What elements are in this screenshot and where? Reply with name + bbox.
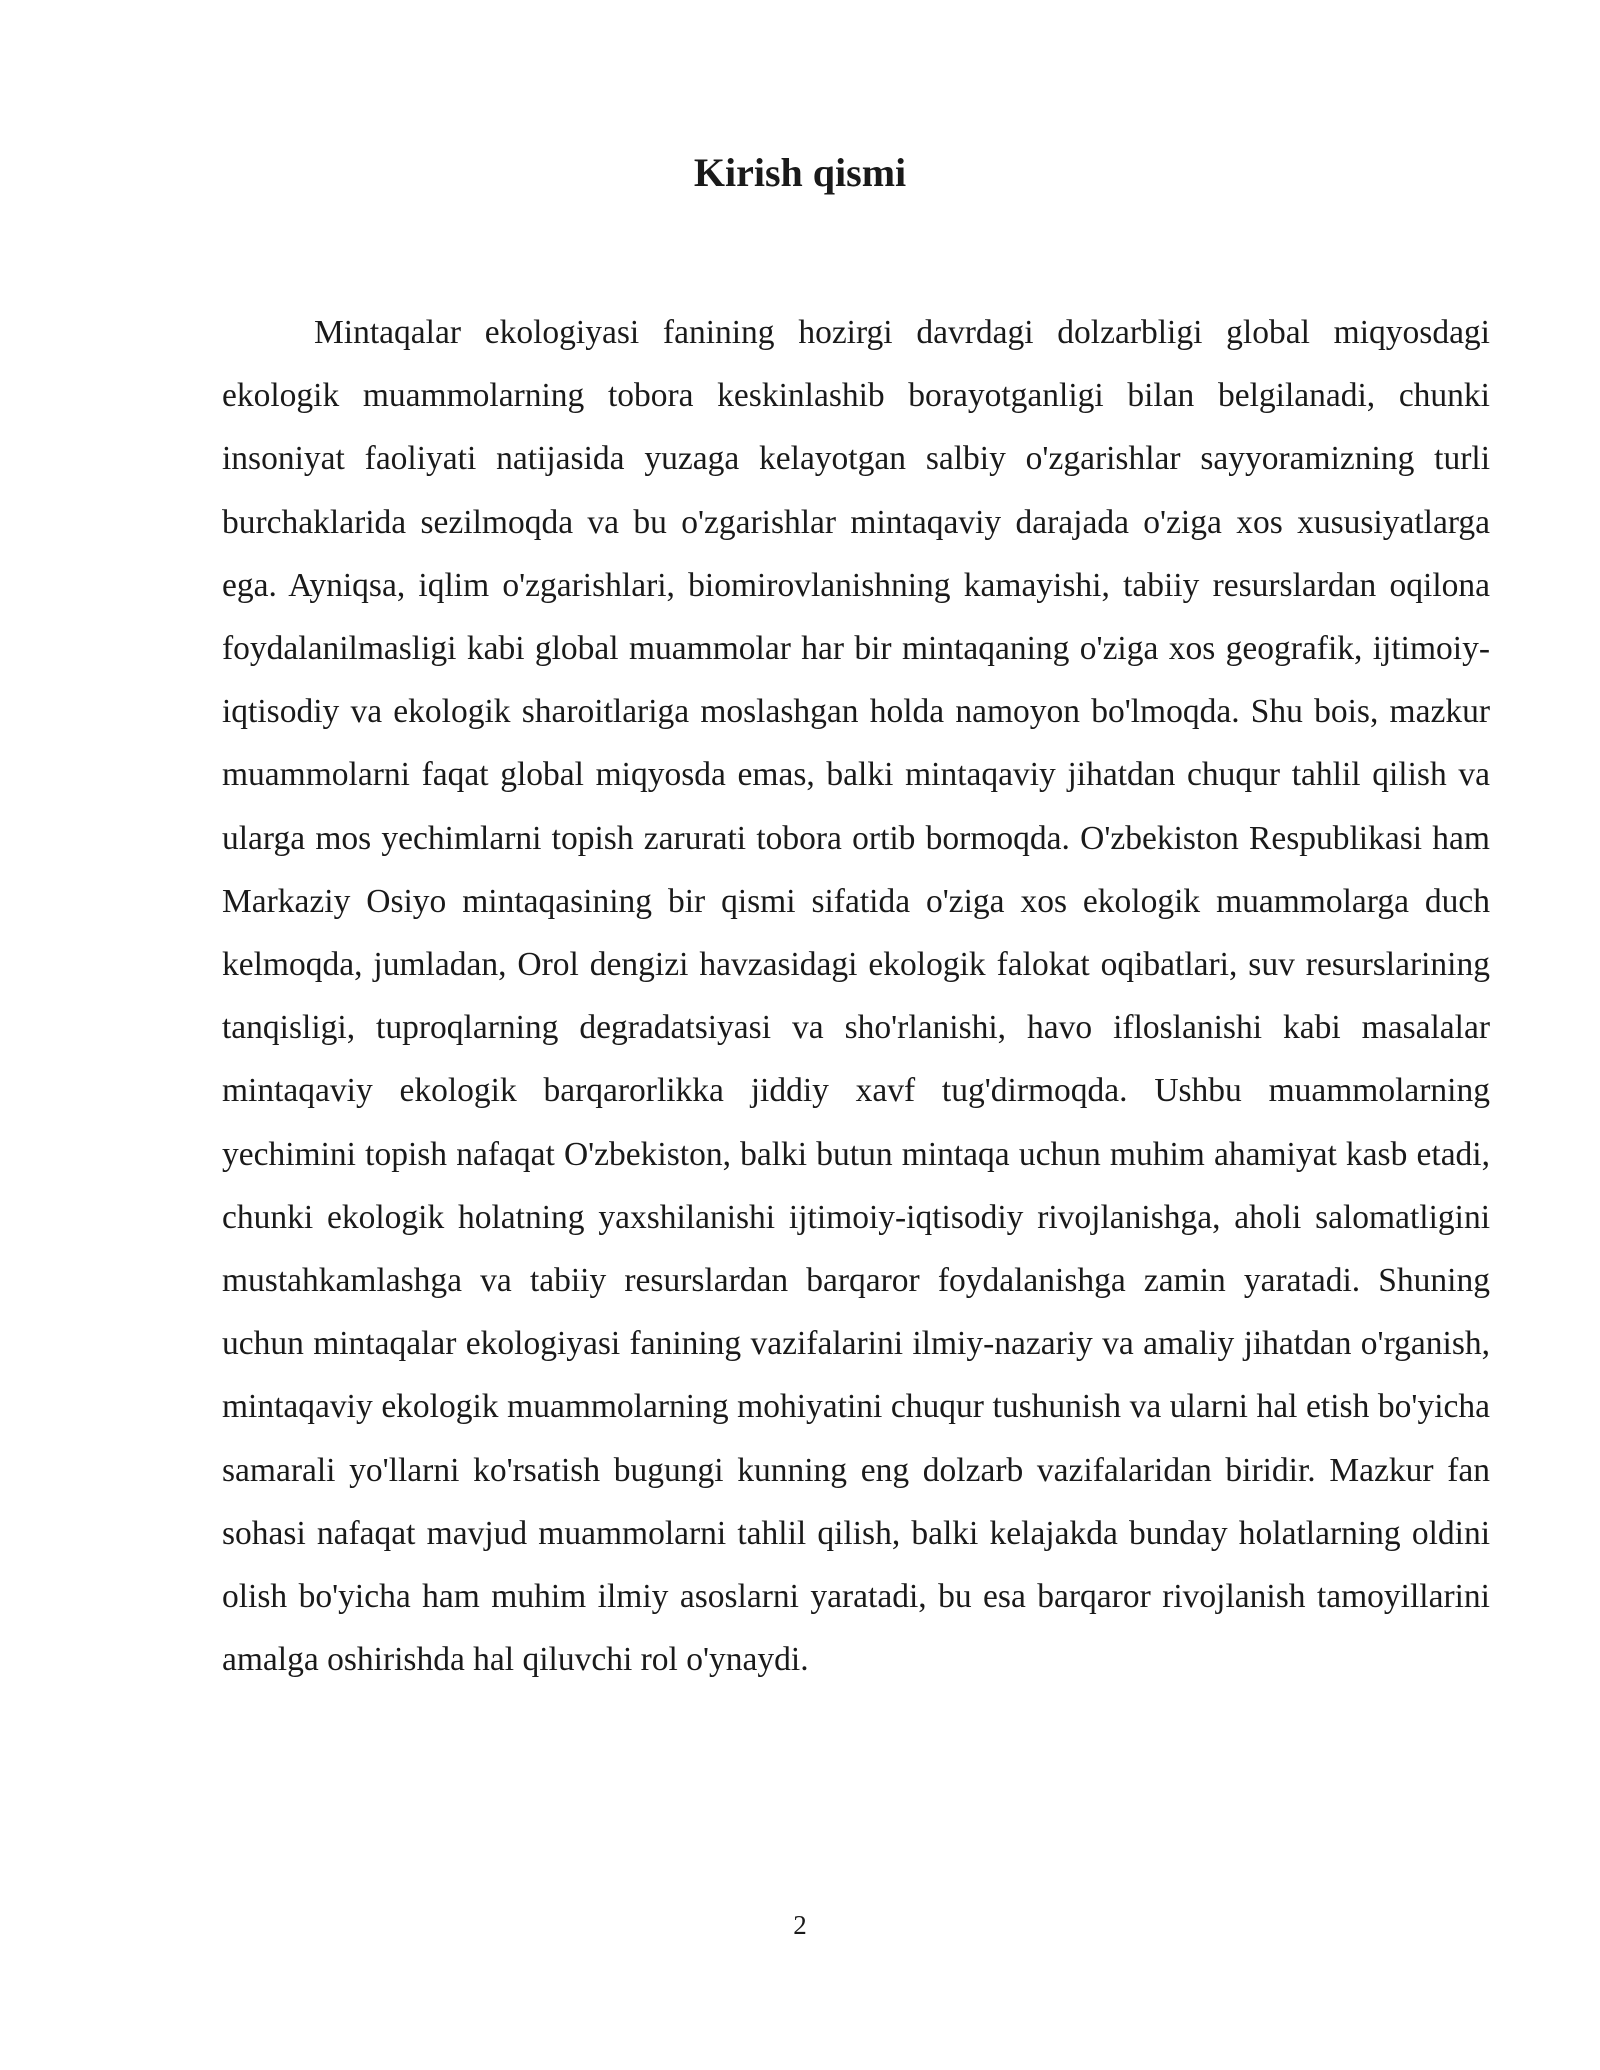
page-number: 2 [793,1910,807,1940]
page-title: Kirish qismi [693,150,907,195]
body-paragraph: Mintaqalar ekologiyasi fanining hozirgi davrdagi dolzarbligi global miqyosdagi ekologik muammolarning tobora keskinlashib borayotganligi bilan belgilanadi, chunki insoniyat faoliyati natijasida yuzaga kelayotgan salbiy o'zgarishlar sayyoramizning turli burchaklarida sezilmoqda va bu o'zgarishlar mintaqaviy darajada o'ziga xos xususiyatlarga ega. Ayniqsa, iqlim o'zgarishlari, biomirovlanishning kamayishi, tabiiy resurslardan oqilona foydalanilmasligi kabi global muammolar har bir mintaqaning o'ziga xos geografik, ijtimoiy-iqtisodiy va ekologik sharoitlariga moslashgan holda namoyon bo'lmoqda. Shu bois, mazkur muammolarni faqat global miqyosda emas, balki mintaqaviy jihatdan chuqur tahlil qilish va ularga mos yechimlarni topish zarurati tobora ortib bormoqda. O'zbekiston Respublikasi ham Markaziy Osiyo mintaqasining bir qismi sifatida o'ziga xos ekologik muammolarga duch kelmoqda, jumladan, Orol dengizi havzasidagi ekologik falokat oqibatlari, suv resurslarining tanqisligi, tuproqlarning degradatsiyasi va sho'rlanishi, havo ifloslanishi kabi masalalar mintaqaviy ekologik barqarorlikka jiddiy xavf tug'dirmoqda. Ushbu muammolarning yechimini topish nafaqat O'zbekiston, balki butun mintaqa uchun muhim ahamiyat kasb etadi, chunki ekologik holatning yaxshilanishi ijtimoiy-iqtisodiy rivojlanishga, aholi salomatligini mustahkamlashga va tabiiy resurslardan barqaror foydalanishga zamin yaratadi. Shuning uchun mintaqalar ekologiyasi fanining vazifalarini ilmiy-nazariy va amaliy jihatdan o'rganish, mintaqaviy ekologik muammolarning mohiyatini chuqur tushunish va ularni hal etish bo'yicha samarali yo'llarni ko'rsatish bugungi kunning eng dolzarb vazifalaridan biridir. Mazkur fan sohasi nafaqat mavjud muammolarni tahlil qilish, balki kelajakda bunday holatlarning oldini olish bo'yicha ham muhim ilmiy asoslarni yaratadi, bu esa barqaror rivojlanish tamoyillarini amalga oshirishda hal qiluvchi rol o'ynaydi. [222,314,1490,1679]
